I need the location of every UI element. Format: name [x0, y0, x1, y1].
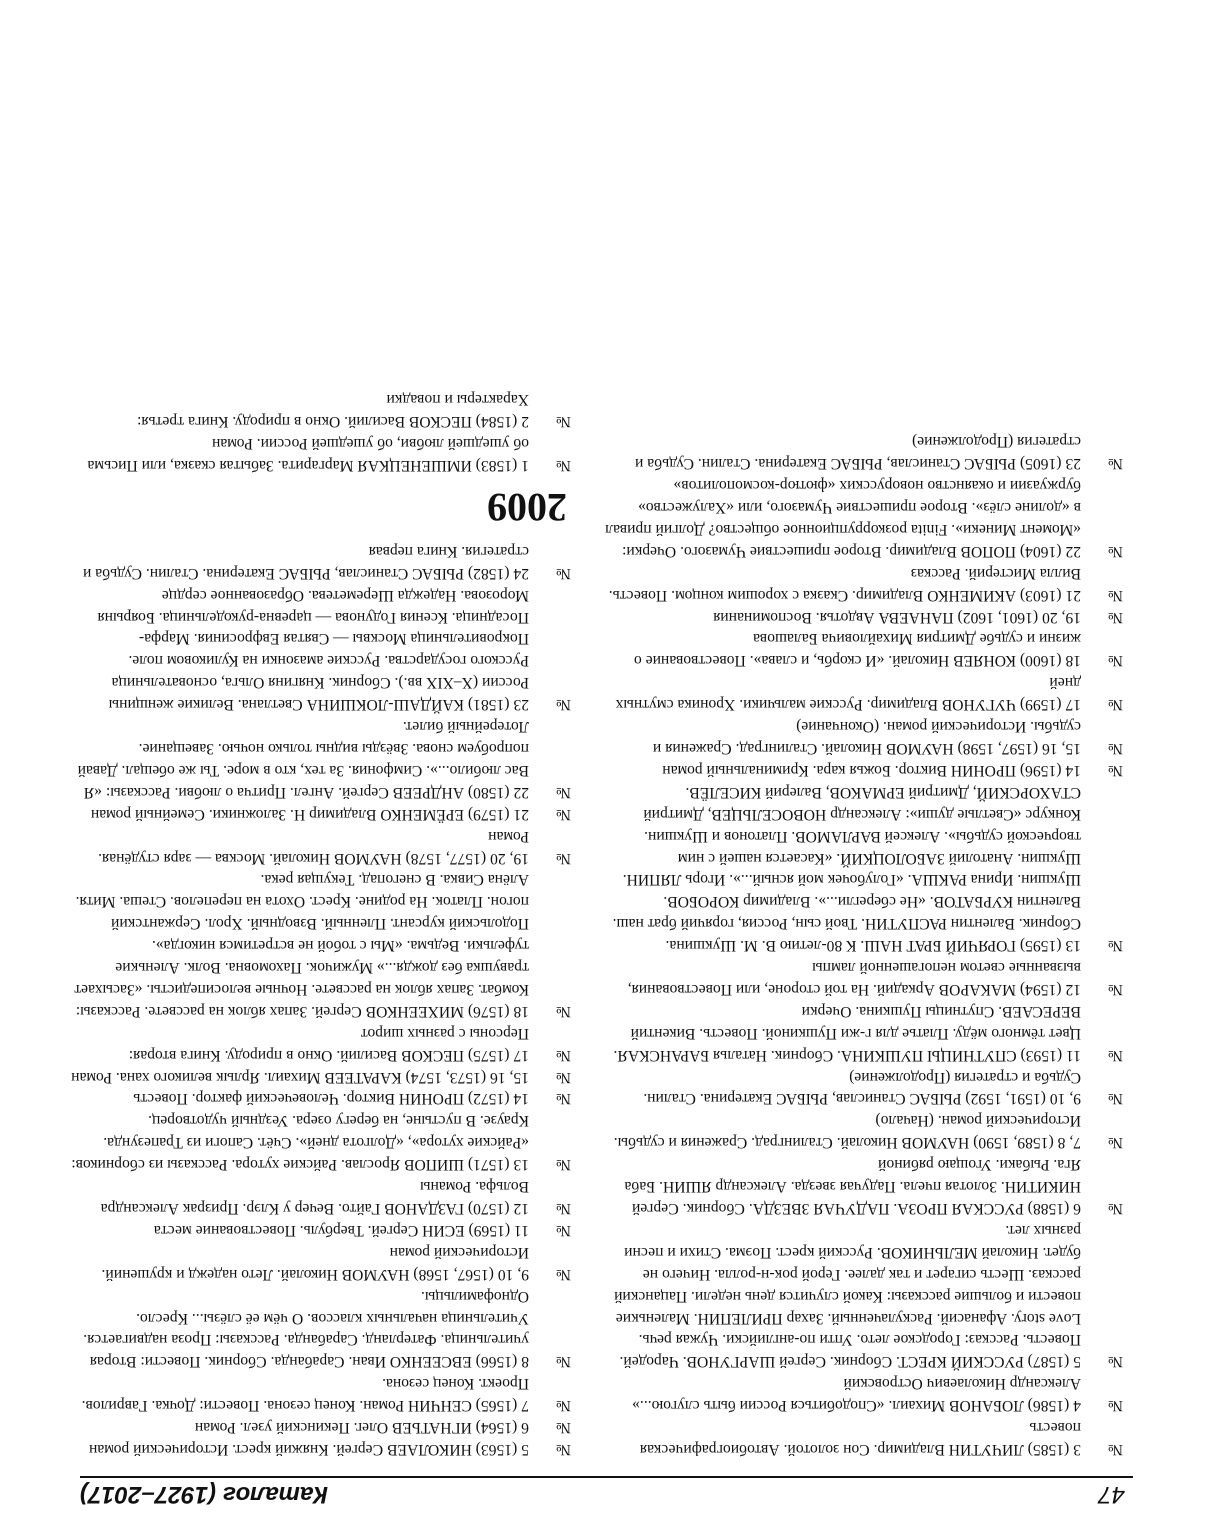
- entry-number-sign: №: [1108, 455, 1123, 473]
- left-column: [603, 430, 1123, 1460]
- catalog-entry: [71, 869, 571, 1022]
- entry-number-sign: №: [556, 1002, 571, 1020]
- entry-number-sign: №: [556, 1156, 571, 1174]
- entry-text: 17 (1575) ПЕСКОВ Василий. Окно в природу. Книга вторая: Персоны с разных широт: [128, 1024, 529, 1064]
- page-number: 47: [1098, 1481, 1125, 1508]
- catalog-entry: [71, 432, 571, 476]
- entry-text: 21 (1603) АКИМЕНКО Владимир. Сказка с хорошим концом. Повесть. Вилла Мистерий. Рассказ: [608, 564, 1081, 604]
- entry-number-sign: №: [556, 1068, 571, 1086]
- catalog-entry: [71, 1285, 571, 1373]
- catalog-entry: [71, 1088, 571, 1110]
- entry-text: 5 (1563) НИКОЛАЕВ Сергей. Княжий крест. Исторический роман: [88, 1441, 529, 1458]
- entry-number-sign: №: [1108, 1397, 1123, 1415]
- entry-text: 23 (1605) РЫБАС Станислав, РЫБАС Екатерина. Сталин. Судьба и стратегия (Продолжение): [635, 433, 1081, 473]
- catalog-entry: [603, 781, 1123, 956]
- entry-number-sign: №: [556, 413, 571, 431]
- entry-number-sign: №: [1108, 608, 1123, 626]
- entry-number-sign: №: [556, 1265, 571, 1283]
- entry-text: 7, 8 (1589, 1590) НАУМОВ Николай. Сталинград. Сражения и судьбы. Исторический роман. (Начало): [613, 1112, 1081, 1152]
- entry-number-sign: №: [556, 456, 571, 474]
- catalog-entry: [603, 1372, 1123, 1416]
- entry-number-sign: №: [1108, 1134, 1123, 1152]
- entry-text: 3 (1585) ЛИЧУТИН Владимир. Сон золотой. Автобиографическая повесть: [639, 1419, 1081, 1458]
- entry-number-sign: №: [556, 696, 571, 714]
- entry-text: 17 (1599) ЧУГУНОВ Владимир. Русские мальчики. Хроника смутных дней: [615, 674, 1081, 714]
- catalog-entry: [603, 1066, 1123, 1110]
- entry-text: 7 (1565) СЕНЧИН Роман. Конец сезона. Повести: Дочка. Гаврилов. Проект. Конец сезона.: [81, 1375, 529, 1415]
- entry-text: 5 (1587) РУССКИЙ КРЕСТ. Сборник. Сергей ШАРГУНОВ. Чародей. Повесть. Рассказ: Городское лето. Упти по-английски. Чужая речь. Love story. Афанасий. Раскулаченный. Захар ПРИЛЕПИН. Маленькие повести и большие рассказы: Какой случится день недели. Пацанский рассказ. Шесть сигарет и так далее. Герой рок-н-ролла. Ничего не будет. Николай МЕЛЬНИКОВ. Русский крест. Поэма. Стихи и песни разных лет.: [614, 1221, 1081, 1371]
- entry-number-sign: №: [556, 1221, 571, 1239]
- entry-text: 4 (1586) ЛОБАНОВ Михаил. «Сподобиться России быть слугою...» Александр Николаевич Островский: [632, 1375, 1081, 1415]
- catalog-entry: [603, 1153, 1123, 1219]
- entry-text: 2 (1584) ПЕСКОВ Василий. Окно в природу. Книга третья: Характеры и повадки: [137, 391, 529, 431]
- entry-number-sign: №: [556, 1419, 571, 1437]
- entry-text: 12 (1594) МАКАРОВ Аркадий. На той стороне, или Повествования, вызванные светом непогашенной лампы: [627, 959, 1081, 998]
- entry-number-sign: №: [556, 1046, 571, 1064]
- entry-number-sign: №: [556, 1200, 571, 1218]
- entry-text: 11 (1569) ЕСИН Сергей. Твербуль. Повествование места: [153, 1221, 529, 1239]
- entry-text: 6 (1564) ИГНАТЬЕВ Олег. Пекинский узел. Роман: [194, 1419, 529, 1437]
- catalog-entry: [71, 715, 571, 803]
- right-column-continued-list: [71, 540, 571, 584]
- catalog-entry: [71, 1219, 571, 1241]
- catalog-entry: [71, 825, 571, 869]
- catalog-entry: [603, 562, 1123, 606]
- catalog-entry: [603, 628, 1123, 672]
- year-heading: 2009: [487, 484, 567, 530]
- catalog-entry: [603, 474, 1123, 562]
- entry-number-sign: №: [1108, 980, 1123, 998]
- entry-text: 8 (1566) ЕВСЕЕНКО Иван. Сарабанда. Сборник. Повести: Вторая учительница. Фатерланд. Сарабанда. Рассказы: Проза надвигается. Учительница начальных классов. О чём её слёзы... Кресло. Однофамильцы.: [83, 1287, 529, 1371]
- entry-text: 6 (1588) РУССКАЯ ПРОЗА. ПАДУЧАЯ ЗВЕЗДА. Сборник. Сергей НИКИТИН. Золотая пчела. Падучая звезда. Александр ЯШИН. Баба Яга. Рыбаки. Угощаю рябиной: [624, 1156, 1081, 1218]
- entry-text: 14 (1596) ПРОНИН Виктор. Божья кара. Криминальный роман: [662, 761, 1081, 779]
- page-header: [80, 1476, 1133, 1518]
- entry-text: 18 (1600) КОНЯЕВ Николай. «И скорбь, и слава». Повествование о жизни и судьбе Дмитрия Михайловича Балашова: [633, 630, 1081, 670]
- catalog-entry: [71, 1438, 571, 1460]
- catalog-entry: [71, 1175, 571, 1219]
- catalog-entry: [603, 1000, 1123, 1066]
- entry-number-sign: №: [1108, 1353, 1123, 1371]
- catalog-entry: [603, 956, 1123, 1000]
- entry-number-sign: №: [556, 1353, 571, 1371]
- catalog-entry: [71, 584, 571, 715]
- entry-number-sign: №: [1108, 740, 1123, 757]
- entry-number-sign: №: [1108, 1046, 1123, 1064]
- running-title: Каталог (1927–2017): [80, 1481, 328, 1508]
- entry-text: 22 (1604) ПОПОВ Владимир. Второе пришествие Чумазого. Очерки: «Момент Минеки». Finita розкоррупционное общество? Долгий привал в «долине слёз». Второе пришествие Чумазого, или «Халужество» буржуазии и окаянство новорусских «фютюр-космополитов»: [605, 477, 1081, 560]
- entry-number-sign: №: [556, 564, 571, 582]
- entry-number-sign: №: [556, 805, 571, 823]
- entry-number-sign: №: [1108, 652, 1123, 670]
- entry-number-sign: №: [1108, 586, 1123, 604]
- entry-text: 12 (1570) ГАЗДАНОВ Гайто. Вечер у Клэр. Призрак Александра Вольфа. Романы: [100, 1178, 529, 1218]
- entry-number-sign: №: [1108, 1200, 1123, 1218]
- catalog-entry: [603, 715, 1123, 759]
- entry-number-sign: №: [556, 1090, 571, 1108]
- catalog-entry: [71, 1372, 571, 1416]
- catalog-entry: [71, 1022, 571, 1066]
- entry-number-sign: №: [556, 1441, 571, 1458]
- entry-text: 9, 10 (1567, 1568) НАУМОВ Николай. Лето надежд и крушений. Исторический роман: [101, 1243, 529, 1283]
- entry-number-sign: №: [1108, 1090, 1123, 1108]
- catalog-entry: [71, 1066, 571, 1088]
- entry-number-sign: №: [1108, 542, 1123, 560]
- entry-number-sign: №: [556, 1397, 571, 1415]
- entry-text: 23 (1581) КАЙДАШ-ЛОКШИНА Светлана. Великие женщины России (X–XIX вв.). Сборник. Княгиня Ольга, основательница Русского государства. Русские амазонки на Куликовом поле. Покровительница Москвы — Святая Евфросиния. Марфа-Посадница. Ксения Годунова — царевна-рукодельница. Боярыня Морозова. Надежда Шереметева. Образованное сердце: [97, 586, 529, 714]
- entry-text: 15, 16 (1597, 1598) НАУМОВ Николай. Сталинград. Сражения и судьбы. Исторический роман. (Окончание): [652, 718, 1081, 757]
- catalog-entry: [603, 606, 1123, 628]
- entry-text: 21 (1579) ЕРЁМЕНКО Владимир Н. Заложники. Семейный роман: [90, 805, 529, 823]
- entry-text: 1 (1583) ИМШЕНЕЦКАЯ Маргарита. Забытая сказка, или Письма об ушедшей любви, об ушедшей России. Роман: [87, 435, 529, 474]
- catalog-entry: [603, 759, 1123, 781]
- catalog-entry: [603, 1416, 1123, 1460]
- year-entries-list: [71, 388, 571, 476]
- entry-text: 15, 16 (1573, 1574) КАРАТЕЕВ Михаил. Ярлык великого хана. Роман: [71, 1068, 529, 1086]
- entry-text: 13 (1571) ШИПОВ Ярослав. Райские хутора. Рассказы из сборников: «Райские хутора», «Долгота дней». Счёт. Сапоги из Трапезунда. Краузе. В пустыне, на берегу озера. Уездный чудотворец.: [71, 1112, 529, 1174]
- right-column-upper-list: [71, 584, 571, 1460]
- entry-number-sign: №: [556, 849, 571, 867]
- catalog-entry: [603, 671, 1123, 715]
- catalog-entry: [71, 388, 571, 432]
- catalog-entry: [603, 430, 1123, 474]
- entry-number-sign: №: [556, 783, 571, 801]
- catalog-entry: [603, 1110, 1123, 1154]
- entry-text: 24 (1582) РЫБАС Станислав, РЫБАС Екатерина. Сталин. Судьба и стратегия. Книга первая: [83, 542, 529, 582]
- entry-text: 11 (1593) СПУТНИЦЫ ПУШКИНА. Сборник. Наталья БАРАНСКАЯ. Цвет тёмного мёду. Платье для г-жи Пушкиной. Повесть. Викентий ВЕРЕСАЕВ. Спутницы Пушкина. Очерки: [613, 1002, 1081, 1064]
- catalog-entry: [71, 803, 571, 825]
- entry-number-sign: №: [1108, 1441, 1123, 1458]
- catalog-entry: [71, 1241, 571, 1285]
- catalog-entry: [71, 1110, 571, 1176]
- catalog-entry: [71, 540, 571, 584]
- catalog-entry: [603, 1219, 1123, 1372]
- right-column: [71, 388, 571, 1460]
- entry-text: 19, 20 (1601, 1602) ПАНАЕВА Авдотья. Воспоминания: [713, 608, 1081, 626]
- entry-text: 19, 20 (1577, 1578) НАУМОВ Николай. Москва — заря студёная. Роман: [98, 827, 529, 867]
- entry-text: 14 (1572) ПРОНИН Виктор. Человеческий фактор. Повесть: [133, 1090, 529, 1108]
- entry-number-sign: №: [1108, 937, 1123, 955]
- entry-text: 22 (1580) АНДРЕЕВ Сергей. Ангел. Притча о любви. Рассказы: «Я Вас любило...». Симфония. За тех, кто в море. Ты же обещал. Давай попробуем снова. Звёзды видны только ночью. Завещание. Лотерейный билет.: [77, 718, 529, 801]
- entry-text: 9, 10 (1591, 1592) РЫБАС Станислав, РЫБАС Екатерина. Сталин. Судьба и стратегия (Продолжение): [643, 1068, 1081, 1108]
- entry-number-sign: №: [1108, 761, 1123, 779]
- entry-text: 13 (1595) ГОРЯЧИЙ БРАТ НАШ. К 80-летию В. М. Шукшина. Сборник. Валентин РАСПУТИН. Твой сын, Россия, горячий брат наш. Валентин КУРБАТОВ. «Не сберегли...». Владимир КОРОБОВ. Шукшин. Ирина РАКША. «Голубочек мой ясный...». Игорь ЛЯПИН. Шукшин. Анатолий ЗАБОЛОЦКИЙ. «Касается нашей с ним творческой судьбы». Алексей ВАРЛАМОВ. Платонов и Шукшин. Конкурс «Светлые души»: Александр НОВОСЕЛЬЦЕВ, Дмитрий СТАХОРСКИЙ, Дмитрий ЕРМАКОВ, Валерий КИСЕЛЁВ.: [612, 783, 1081, 955]
- entry-number-sign: №: [1108, 696, 1123, 714]
- catalog-entry: [71, 1416, 571, 1438]
- entry-text: 18 (1576) МИХЕЕНКОВ Сергей. Запах яблок на рассвете. Рассказы: Комбат. Запах яблок на рассвете. Ночные велосипедисты. «Засыхает травушка без дождя...» Мужичок. Пахомовна. Волк. Аленькие туфельки. Ведьма. «Мы с тобой не встретимся никогда». Подольский курсант. Пленный. Взводный. Хрол. Сержантский погон. Платок. На родине. Крест. Охота на перепелов. Стеша. Митя. Алёна Сивка. В снегопад. Текущая река.: [74, 871, 529, 1020]
